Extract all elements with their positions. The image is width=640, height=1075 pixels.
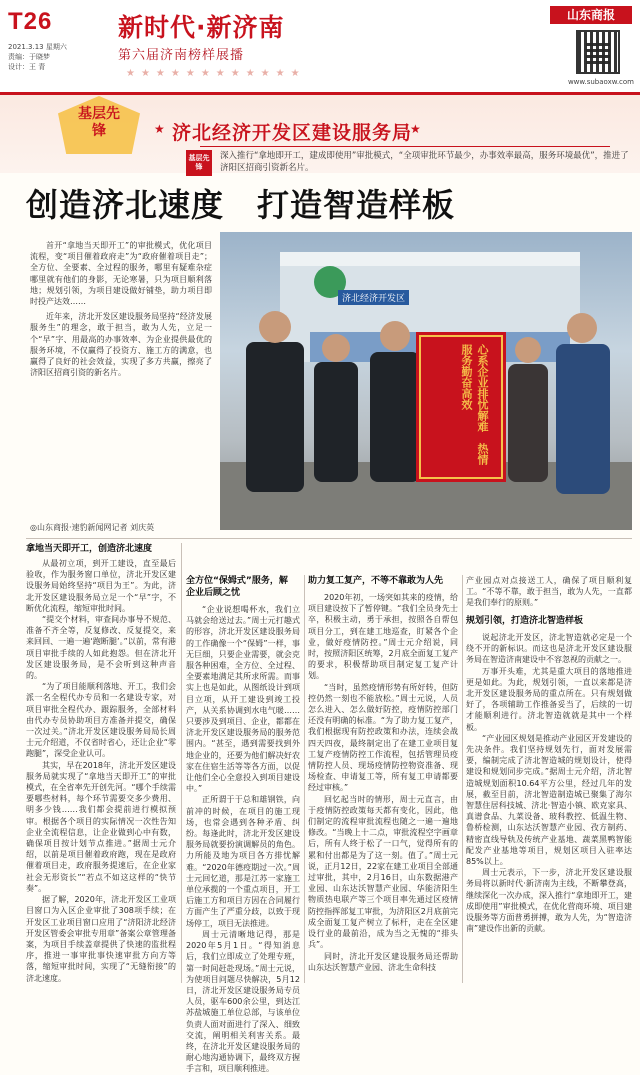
col1-paragraph: 其实，早在2018年，济北开发区建设服务局就实现了“拿地当天即开工”的审批模式，在全省率先开创先河。“哪个手续需要哪些材料，每个环节需要交多少费用、明多少钱……我们都会提前进行模拟预审。根据各个项目的实际情况一次性告知企业全流程信息，让企业做到心中有数，确保项目按计划节点推进。”据周士元介绍，以前是项目催着政府跑，现在是政府催着项目走，政府服务提速后，在企业家社会无形资长”“若点不如这这样的“快节奏”。	[26, 760, 176, 893]
subseries-title: 第六届济南榜样展播	[118, 48, 245, 63]
issue-editor: 责编：于晓梦	[8, 53, 50, 61]
series-title: 新时代·新济南	[118, 13, 285, 42]
masthead	[0, 0, 640, 92]
building-sign: 济北经济开发区	[338, 290, 409, 305]
decorative-stars-icon: ★★★★★★★★★★★★	[126, 68, 306, 79]
col4-heading: 规划引领，打造济北智造样板	[466, 616, 584, 626]
issue-meta	[8, 42, 67, 72]
section-divider	[200, 146, 610, 147]
col1-paragraph: 据了解，2020年，济北开发区工业项目窗口为入区企业审批了308项手续；在开发区工业项目窗口应用了“济阳济北经济开发区管委会审批专用章”备案公章管理备案，为项目手续盖章提供了快速的监批程序，推进一事审批事快速审批方向方等落，缩短审批时间，实现了“无缝衔接”的济北速度。	[26, 895, 176, 983]
col1-paragraph: “为了项目能顺利落地、开工，我们会派一名全程代办专员和一名建设专家，对项目审批全程代办、跟踪服务，全部材料由代办专员协助项目方准备并提交，确保一次过关。”济北开发区建设服务局局长周士元介绍道，不仅省时省心，还让企业“零跑腿”，深受企业认可。	[26, 682, 176, 759]
column-rule	[181, 543, 182, 983]
col1-paragraph: 从最初立项，到开工建设，直至最后验收，作为服务窗口单位，济北开发区建设服务局始终坚持“项目为王”。为此，济北开发区建设服务局立足一个“早”字，不断优化流程，缩短审批时间。	[26, 559, 176, 613]
col4-paragraph: 说起济北开发区，济北智造就必定是一个绕不开的新标识。而这也是济北开发区建设服务局在智造济南建设中不容忽视的贡献之一。	[466, 633, 632, 665]
lead-column	[30, 240, 212, 516]
column-rule	[304, 575, 305, 983]
newspaper-brand: 山东商报	[550, 6, 632, 24]
col2-body	[186, 604, 300, 1074]
byline: ◎山东商报·速豹新闻网记者 刘庆英	[30, 523, 155, 532]
issue-date: 2021.3.13 星期六	[8, 43, 67, 51]
section-separator	[26, 538, 632, 539]
news-photo	[220, 232, 632, 530]
col2-paragraph: 正所谓于于总和雄钢铁，向前冲的时候，在项目的施工现场，也常会遇到各种矛盾、纠纷。每逢此时，济北开发区建设服务局就要扮演调解员的角色。力所能及地为项目各方排忧解难。“2020年德疫期过一次。”周士元回忆道，那是江苏一家施工单位承揽的一个重点项目，开工后施工方和项目方因在合同履行方面产生了严重分歧，以致于现场停工，项目无法推进。	[186, 795, 300, 928]
col1-paragraph: “提交个材料，审查间办事导不规范、准备不齐全等，反复修改、反复提交，来来回回、一遍一遍‘跑断腿’。”以前，常有港项目审批手续的人如此抱怨。但在济北开发区建设服务局，是不会听到这种声音的。	[26, 615, 176, 681]
col4-paragraph: 万事开头难，尤其是重大项目的落地推进更是如此。为此，规划引领，一直以来都是济北开发区建设服务局的重点所在。只有规划做好了，各项辅助工作推备妥当了，后续的一切才能顺利进行。济北智造就就是其中一个样板。	[466, 666, 632, 732]
lead-paragraph: 首开“拿地当天即开工”的审批模式，优化项目流程，变“项目催着政府走”为“政府催着项目走”；全方位、全要素、全过程的服务，哪里有疑难杂症哪里就有他们的身影，无论寒暑，只为项目顺利落地；规划引领，为项目建设做好铺垫，助力项目即时投产达效……	[30, 241, 212, 307]
col3-body	[308, 592, 458, 983]
col2-paragraph: 周士元清晰地记得，那是2020年5月1日。“得知消息后，我们立即成立了处理专班，第一时间赶赴现场。”周士元说，为使项目问题尽快解决，5月12日，济北开发区建设服务局专员人员，驱车600余公里，到达江苏盐城施工单位总部，与该单位负责人面对面进行了深入、细致交流，阐明相关利害关系。最终，在济北开发区建设服务局的耐心地沟通协调下，最终双方握手言和，项目顺利推进。	[186, 929, 300, 1074]
silk-banner-text: 心系企业排忧解难 热情服务勤奋高效	[460, 344, 489, 465]
col2-heading: 全方位“保姆式”服务，解企业后顾之忧	[186, 576, 288, 598]
headline: 创造济北速度 打造智造样板	[26, 186, 456, 224]
lead-paragraph: 近年来，济北开发区建设服务局坚持“经济发展服务生”的理念，敢于担当，敢为人先，立足一个“早”字、用最高的办事效率、为企业提供最优的服务环境，不仅赢得了投资方、施工方的满意，也赢得了良好的社会效益，实现了多方共赢，擦亮了济阳区招商引资的新名片。	[30, 312, 212, 378]
mini-badge: 基层先锋	[186, 150, 212, 176]
col4-paragraph: 周士元表示，下一步，济北开发区建设服务局将以新时代·新济南为主线，不断攀登高，继续深化一次办成，深入推行“拿地即开工，建成即使用”审批模式，在优化营商环境、项目建设服务等方面普勇拼搏，敢为人先，为“智造济南”建设作出新的贡献。	[466, 868, 632, 934]
col4-lead	[466, 575, 632, 609]
col4-body	[466, 632, 632, 983]
col3-paragraph: “当时，虽然疫情形势有所好转，但防控仍然一刻也不能放松。”周士元说，人员怎么进入、怎么做好防控，疫情防控部门还没有明确的标准。“为了助力复工复产，我们根据现有防控政策和办法，连续会战四天四夜，最终制定出了在建工业项目复工复产疫情防控工作流程，包括管理员疫情防控人员、现场疫情防控物资准备、现场检查、申请复工等，所有复工申请都要经过审核。”	[308, 682, 458, 793]
section-title: 济北经济开发区建设服务局	[172, 122, 413, 144]
col3-paragraph: 2020年初，一场突如其来的疫情，给项目建设按下了暂停键。“我们全员身先士卒，积极主动，勇于承担，按照各自帮包项目分工，到在建工地巡查，盯紧各个企业，做好疫情防控。”周士元介绍说，同时，按照济阳区统筹，2月底全面复工复产的要求，积极帮助项目制定复工复产计划。	[308, 593, 458, 681]
section-badge	[58, 96, 140, 154]
photo-illustration	[220, 232, 632, 530]
page-number: T26	[8, 8, 53, 35]
star-icon: ★	[154, 122, 165, 136]
col1-heading: 拿地当天即开工，创造济北速度	[26, 544, 153, 554]
col4-lead-paragraph: 产业园点对点接送工人，确保了项目顺利复工。“不等不靠，敢于担当，敢为人先，一直都是我们奉行的原则。”	[466, 576, 632, 608]
col4-paragraph: “产业园区规划是推动产业园区开发建设的先决条件。我们坚持规划先行，面对发展需要，编制完成了济北智造城的规划设计，使得建设和规划同步完成。”据周士元介绍，济北智造城规划面积10.64平方公里，经过几年的发展，截至目前，济北智造制造城已聚集了海尔智慧住居科技城、济北·智造小镇、欧克家具、真谱食品、九菜设备、玻科教控、低温生物、鲁桥检测，山东达沃智慧产业园、孜方制药、精密直线导轨及传统产业基地、蔬菜黑鸭智能配发产业基地等项目，规划区项目入驻率达85%以上。	[466, 733, 632, 867]
issue-designer: 设计：王 青	[8, 63, 46, 71]
qr-code-icon	[576, 30, 620, 74]
col3-heading: 助力复工复产，不等不靠敢为人先	[308, 576, 444, 586]
col3-paragraph: 同时，济北开发区建设服务局还帮助山东达沃智慧产业园、济北生命科技	[308, 951, 458, 972]
article-deck: 深入推行“拿地即开工，建成即使用”审批模式，“全项审批环节最少，办事效率最高，服务环境最优”，推进了济阳区招商引资新名片。	[220, 151, 629, 173]
col3-paragraph: 回忆起当时的情形，周士元直言，由于疫情防控政策每天都有变化，因此，他们制定的流程审批流程也随之一遍一遍地修改。“当晚上十二点，审批流程空字画章后，所有人终于松了一口气，觉得所有的累和付出都是为了这一刻。值了。”周士元说，正月12日，22家在建工业项目全部通过审批，其中，2月16日，山东数据港产业园、山东达沃智慧产业园、华能济阳生物质热电联产等三个项目率先通过区疫情防控指挥部复工审批，为济阳区2月底前完成全面复工复产树立了标杆，走在全区建设行业的最前沿，成为当之无愧的“排头兵”。	[308, 794, 458, 950]
badge-label: 基层先锋	[78, 106, 120, 139]
star-icon: ★	[410, 122, 421, 136]
column-rule	[462, 575, 463, 983]
site-url: www.subaoxw.com	[567, 78, 634, 86]
col2-paragraph: “企业说想喝杯水，我们立马就会给送过去。”周士元打趣式的形容，济北开发区建设服务局的工作确像一个“保姆”一样，事无巨细，只要企业需要，就会克服各种困难，全方位、全过程、全要素地满足其所求所需。而事实上也是如此，从图纸设计到项目立项，从开工建设到竣工投产，从关系协调到水电气暖……只要涉及到项目、企业，都都在济北开发区建设服务局的服务范围内。“甚至，遇到需要找到外地企业的，还要为他们解决好农家在住宿生活等等各方面，以促让他们全心全意投入到项目建设中。”	[186, 605, 300, 794]
col1-body	[26, 558, 176, 983]
